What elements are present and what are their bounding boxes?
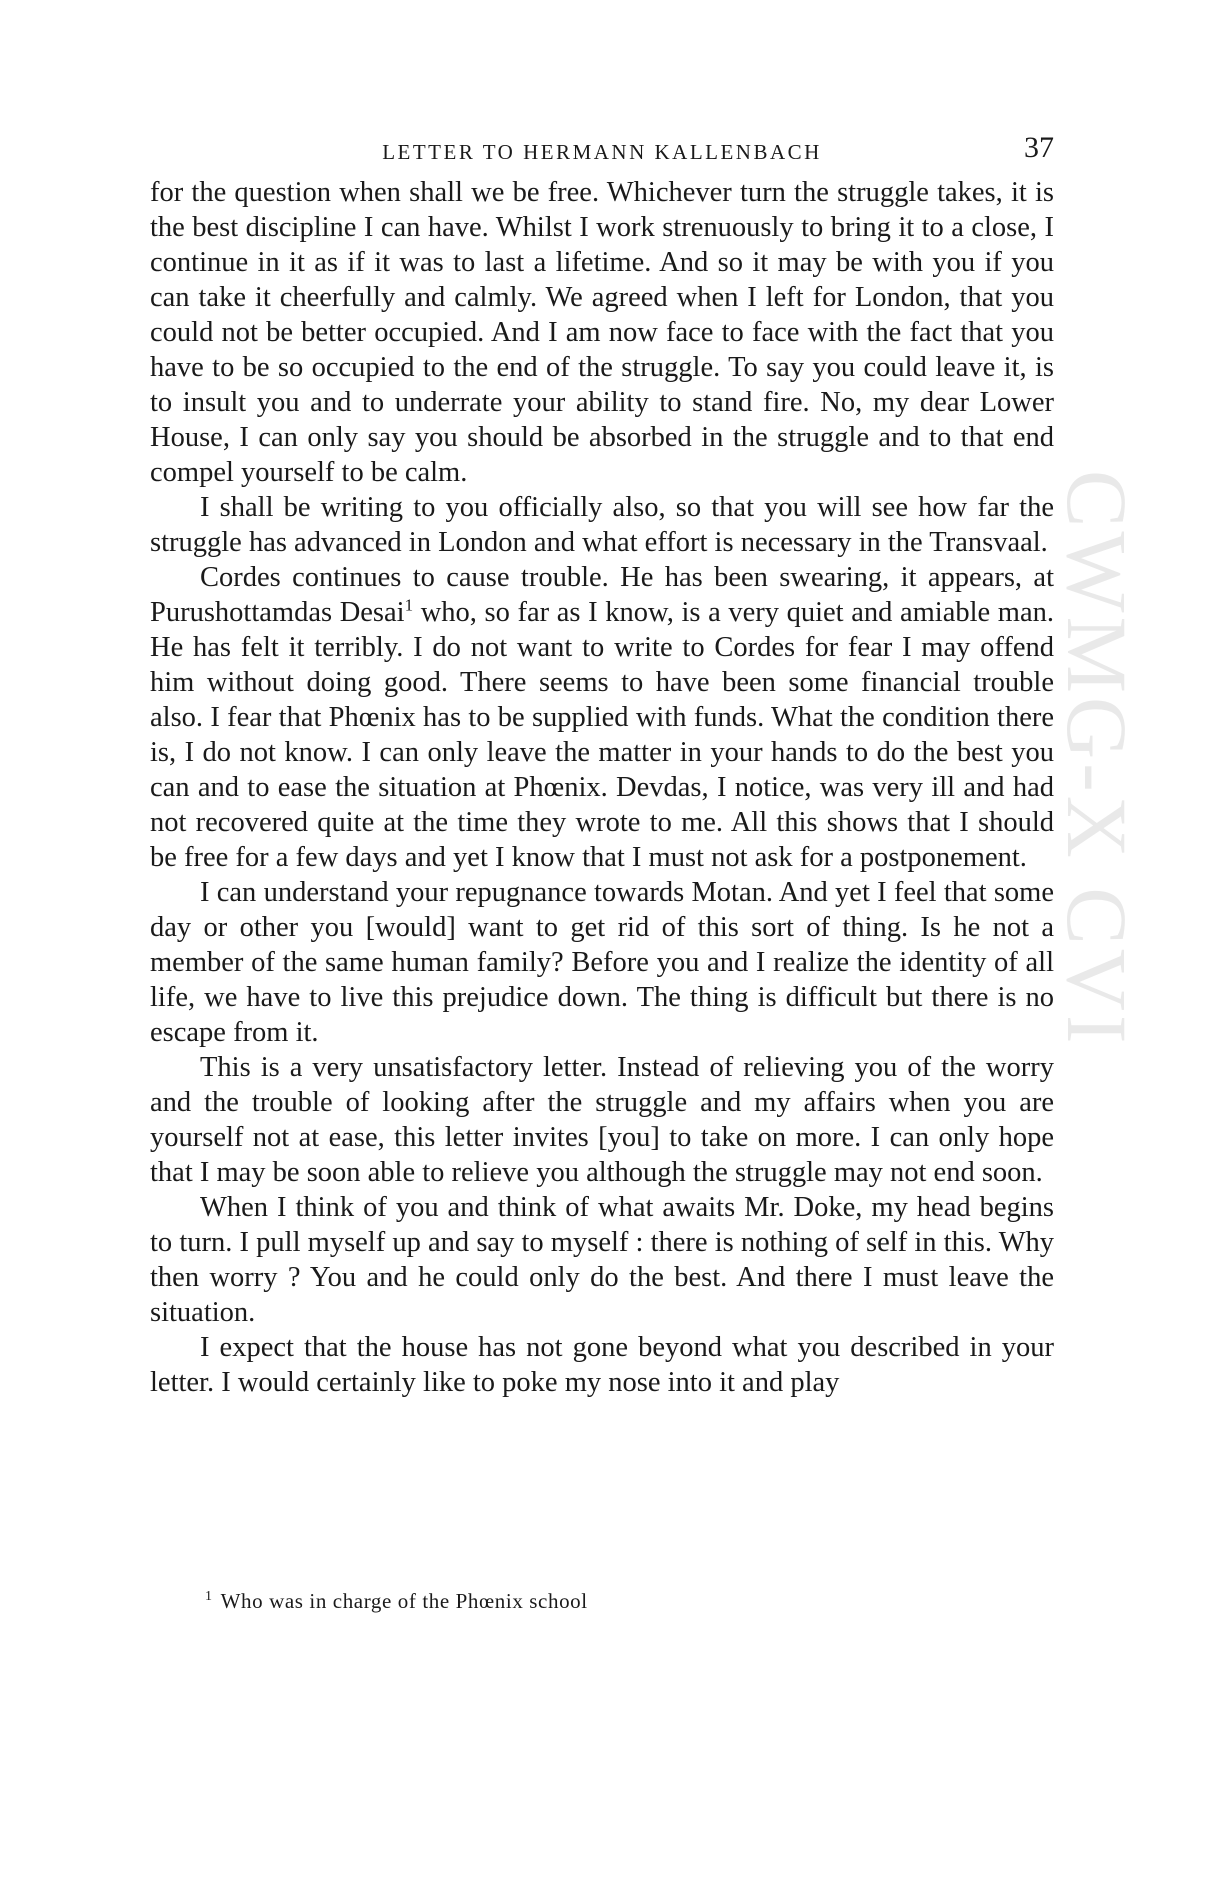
paragraph-3 — [150, 560, 1054, 875]
running-title: LETTER TO HERMANN KALLENBACH — [382, 140, 822, 164]
paragraph-3-before-ref: Cordes continues to cause trouble. He has been swearing, it appears, at Purushottamdas Desai — [150, 562, 1054, 628]
footnote-mark: 1 — [205, 1589, 213, 1604]
footnote-text: Who was in charge of the Phœnix school — [220, 1589, 588, 1613]
paragraph-4: I can understand your repugnance towards Motan. And yet I feel that some day or other you [would] want to get rid of this sort of thing. Is he not a member of the same human family? Before you and I realize the identity of all life, we have to live this prejudice down. The thing is difficult but there is no escape from it. — [150, 877, 1054, 1048]
page-number: 37 — [1024, 131, 1054, 164]
paragraph-6: When I think of you and think of what awaits Mr. Doke, my head begins to turn. I pull myself up and say to myself : there is nothing of self in this. Why then worry ? You and he could only do the best. And there I must leave the situation. — [150, 1192, 1054, 1328]
footnote — [205, 1587, 1005, 1615]
footnote-reference: 1 — [404, 595, 414, 615]
paragraph-5: This is a very unsatisfactory letter. Instead of relieving you of the worry and the trouble of looking after the struggle and my affairs when you are yourself not at ease, this letter invites [you] to take on more. I can only hope that I may be soon able to relieve you although the struggle may not end soon. — [150, 1052, 1054, 1188]
paragraph-1: for the question when shall we be free. Whichever turn the struggle takes, it is the best discipline I can have. Whilst I work strenuously to bring it to a close, I continue in it as if it was to last a lifetime. And so it may be with you if you can take it cheerfully and calmly. We agreed when I left for London, that you could not be better occupied. And I am now face to face with the fact that you have to be so occupied to the end of the struggle. To say you could leave it, is to insult you and to underrate your ability to stand fire. No, my dear Lower House, I can only say you should be absorbed in the struggle and to that end compel yourself to be calm. — [150, 177, 1054, 488]
paragraph-3-after-ref: who, so far as I know, is a very quiet and amiable man. He has felt it terribly. I do not want to write to Cordes for fear I may offend him without doing good. There seems to have been some financial trouble also. I fear that Phœnix has to be supplied with funds. What the condition there is, I do not know. I can only leave the matter in your hands to do the best you can and to ease the situation at Phœnix. Devdas, I notice, was very ill and had not recovered quite at the time they wrote to me. All this shows that I should be free for a few days and yet I know that I must not ask for a postponement. — [150, 597, 1054, 873]
watermark: CWMG-X CVI — [1049, 470, 1145, 1048]
running-header — [150, 131, 1054, 170]
paragraph-2: I shall be writing to you officially also, so that you will see how far the struggle has advanced in London and what effort is necessary in the Transvaal. — [150, 492, 1054, 558]
body-text — [150, 175, 1054, 1400]
paragraph-7: I expect that the house has not gone beyond what you described in your letter. I would certainly like to poke my nose into it and play — [150, 1332, 1054, 1398]
